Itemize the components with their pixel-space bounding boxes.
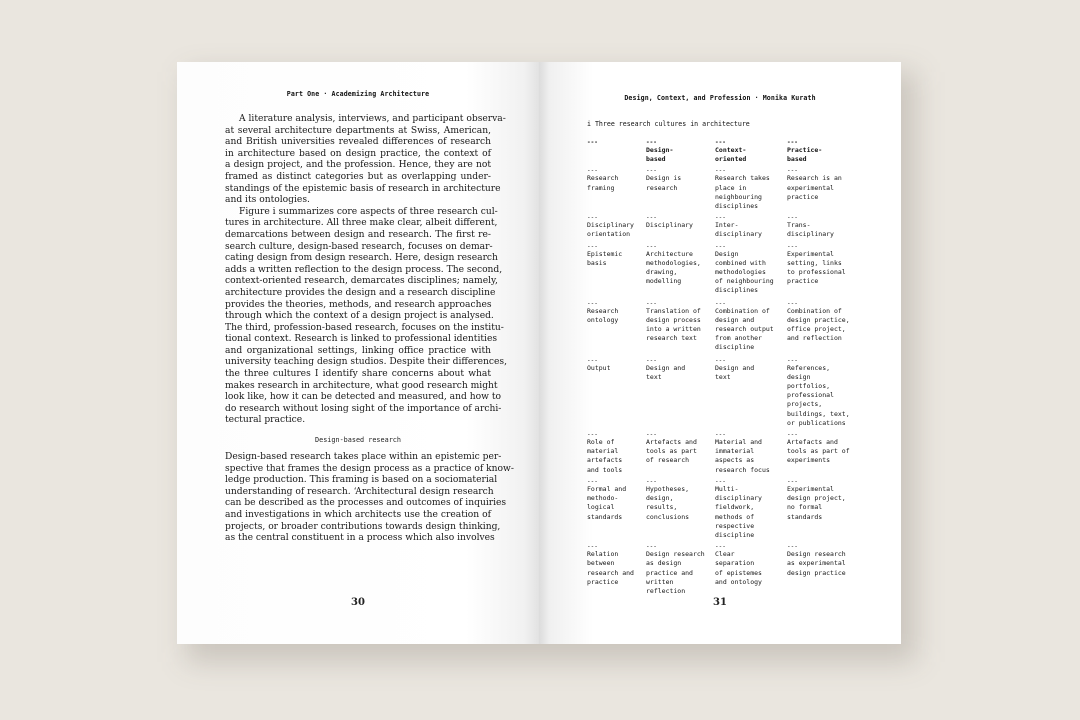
text-line: adds a written reflection to the design process. The second,	[225, 264, 503, 275]
cell-text: Research framing	[587, 174, 619, 192]
cell-text: Epistemic basis	[587, 249, 623, 267]
cell-text: Artefacts and tools as part of experiments	[787, 438, 850, 465]
cell-text: Research takes place in neighbouring disciplines	[715, 174, 770, 211]
table-row-label	[587, 358, 646, 428]
cell-text: Architecture methodologies, drawing, modelling	[646, 249, 701, 286]
cell-dash: ---	[646, 477, 657, 485]
cell-text: Design research as design practice and written reflection	[646, 550, 705, 595]
left-page	[177, 62, 539, 644]
table-row	[587, 544, 867, 596]
cell-dash: ---	[787, 477, 798, 485]
text-line: A literature analysis, interviews, and participant observa-	[239, 114, 506, 124]
table-cell	[646, 140, 715, 164]
page-number-left: 30	[351, 597, 365, 608]
cell-text: Design- based	[646, 146, 674, 164]
table-cell	[646, 301, 715, 353]
cell-dash: ---	[715, 242, 726, 250]
cell-dash: ---	[646, 299, 657, 307]
paragraph-1	[225, 114, 506, 207]
figure-caption: i Three research cultures in architecture	[587, 120, 750, 128]
table-cell	[715, 544, 787, 596]
table-cell	[787, 432, 867, 475]
table-cell	[646, 215, 715, 239]
table-cell	[715, 358, 787, 428]
cell-text: Hypotheses, design, results, conclusions	[646, 484, 690, 521]
research-cultures-table	[587, 136, 867, 596]
text-line: in architecture based on design practice, the context of	[225, 148, 491, 159]
text-line: the three cultures I identify share concerns about what	[225, 369, 491, 380]
table-cell	[787, 358, 867, 428]
table-row	[587, 301, 867, 353]
cell-text: Context- oriented	[715, 146, 747, 164]
text-line: ledge production. This framing is based on a sociomaterial	[225, 475, 498, 486]
table-cell	[787, 244, 867, 296]
cell-dash: ---	[646, 167, 657, 175]
cell-dash: ---	[787, 167, 798, 175]
cell-dash: ---	[715, 356, 726, 364]
cell-text: Design combined with methodologies of neighbouring disciplines	[715, 249, 774, 295]
text-line: look like, how it can be detected and measured, and how to	[225, 392, 501, 403]
cell-dash: ---	[646, 242, 657, 250]
table-row-label	[587, 479, 646, 540]
text-line: Figure i summarizes core aspects of three research cul-	[239, 206, 498, 217]
cell-dash: ---	[787, 299, 798, 307]
cell-text: Trans- disciplinary	[787, 221, 834, 239]
table-row	[587, 432, 867, 475]
text-line: at several architecture departments at Swiss, American,	[225, 125, 491, 136]
cell-text: Disciplinary orientation	[587, 221, 634, 239]
table-row-label	[587, 244, 646, 296]
cell-dash: ---	[787, 356, 798, 364]
cell-text: Relation between research and practice	[587, 550, 634, 586]
cell-dash: ---	[646, 543, 657, 551]
cell-dash: ---	[715, 167, 726, 175]
cell-text: Research ontology	[587, 306, 619, 324]
table-cell	[715, 301, 787, 353]
text-line: tectural practice.	[225, 415, 306, 426]
table-cell	[646, 544, 715, 596]
cell-text: Role of material artefacts and tools	[587, 438, 623, 474]
cell-dash: ---	[715, 214, 726, 222]
cell-text: Research is an experimental practice	[787, 174, 842, 201]
running-head-right: Design, Context, and Profession · Monika Kurath	[624, 94, 816, 102]
cell-text: Design is research	[646, 174, 682, 192]
cell-dash: ---	[715, 139, 726, 146]
table-cell	[715, 215, 787, 239]
running-head-left: Part One · Academizing Architecture	[286, 90, 430, 98]
table-row	[587, 244, 867, 296]
cell-dash: ---	[646, 139, 657, 146]
text-line: through which the context of a design project is analysed.	[225, 311, 494, 322]
right-page	[539, 62, 901, 644]
cell-dash: ---	[646, 356, 657, 364]
cell-dash: ---	[715, 477, 726, 485]
table-cell	[715, 168, 787, 211]
table-cell	[787, 544, 867, 596]
cell-text: Formal and methodo- logical standards	[587, 484, 627, 521]
paragraph-2	[225, 206, 507, 427]
text-line: makes research in architecture, what good research might	[225, 380, 498, 391]
cell-text: Design research as experimental design practice	[787, 550, 846, 577]
text-line: demarcations between design and research. The first re-	[225, 229, 491, 240]
cell-dash: ---	[646, 214, 657, 222]
text-line: can be described as the processes and outcomes of inquiries	[225, 498, 507, 509]
text-line: The third, profession-based research, focuses on the institu-	[225, 322, 504, 333]
table-cell	[646, 244, 715, 296]
table-cell	[646, 168, 715, 211]
text-line: standings of the epistemic basis of research in architecture	[225, 183, 501, 194]
text-line: understanding of research. ‘Architectural design research	[225, 486, 494, 497]
cell-text: Artefacts and tools as part of research	[646, 438, 697, 465]
text-line: as the central constituent in a process which also involves	[225, 533, 495, 544]
cell-dash: ---	[587, 242, 598, 250]
table-row-label	[587, 544, 646, 596]
cell-dash: ---	[587, 139, 598, 146]
cell-dash: ---	[646, 431, 657, 439]
cell-text: Design and text	[715, 363, 755, 381]
text-line: university teaching design studios. Despite their differences,	[225, 357, 507, 368]
table-cell	[715, 479, 787, 540]
table-cell	[787, 301, 867, 353]
cell-text: Clear separation of epistemes and ontology	[715, 550, 762, 586]
cell-dash: ---	[787, 431, 798, 439]
paragraph-3	[225, 452, 514, 545]
page-number-right: 31	[713, 597, 727, 608]
text-line: and British universities revealed differences of research	[225, 137, 491, 148]
table-cell	[715, 140, 787, 164]
cell-dash: ---	[587, 214, 598, 222]
text-line: framed as distinct categories but as overlapping under-	[225, 171, 491, 182]
table-cell	[646, 479, 715, 540]
cell-dash: ---	[787, 242, 798, 250]
text-line: projects, or broader contributions towards design thinking,	[225, 521, 501, 532]
text-line: cating design from design research. Here, design research	[225, 253, 498, 264]
text-line: context-oriented research, demarcates disciplines; namely,	[225, 276, 498, 287]
text-line: provides the theories, methods, and research approaches	[225, 299, 492, 310]
text-line: Design-based research takes place within an epistemic per-	[225, 452, 502, 463]
text-line: and organizational settings, linking office practice with	[225, 345, 491, 356]
cell-dash: ---	[587, 167, 598, 175]
table-cell	[715, 244, 787, 296]
table-row-label	[587, 215, 646, 239]
table-row-label	[587, 432, 646, 475]
text-line: a design project, and the profession. Hence, they are not	[225, 160, 491, 171]
left-body-text	[225, 114, 514, 545]
cell-text: Inter- disciplinary	[715, 221, 762, 239]
cell-dash: ---	[787, 214, 798, 222]
table-cell	[646, 432, 715, 475]
cell-text: Multi- disciplinary fieldwork, methods of respective discipline	[715, 484, 762, 539]
cell-text: Practice- based	[787, 146, 823, 164]
table-row	[587, 168, 867, 211]
cell-text: Design and text	[646, 363, 686, 381]
table-row	[587, 215, 867, 239]
table-row	[587, 479, 867, 540]
cell-dash: ---	[587, 356, 598, 364]
table-row-label	[587, 301, 646, 353]
text-line: and its ontologies.	[225, 195, 310, 206]
cell-text: Combination of design practice, office project, and reflection	[787, 306, 850, 343]
text-line: search culture, design-based research, focuses on demar-	[225, 241, 493, 252]
cell-text: Output	[587, 363, 611, 372]
cell-text: Experimental setting, links to professional practice	[787, 249, 846, 286]
cell-dash: ---	[715, 431, 726, 439]
table-cell	[787, 479, 867, 540]
cell-text: Experimental design project, no formal standards	[787, 484, 846, 521]
subheading-design-based-research: Design-based research	[315, 436, 401, 445]
cell-dash: ---	[787, 139, 798, 146]
cell-dash: ---	[715, 299, 726, 307]
text-line: and investigations in which architects use the creation of	[225, 510, 491, 520]
text-line: architecture provides the design and a research discipline	[225, 287, 496, 298]
table-cell	[715, 432, 787, 475]
table-cell	[787, 215, 867, 239]
cell-dash: ---	[587, 477, 598, 485]
cell-text: Material and immaterial aspects as research focus	[715, 438, 770, 474]
table-cell	[787, 168, 867, 211]
cell-dash: ---	[587, 543, 598, 551]
text-line: tional context. Research is linked to professional identities	[225, 334, 498, 345]
table-header-row	[587, 140, 867, 164]
cell-dash: ---	[587, 431, 598, 439]
table-cell	[787, 140, 867, 164]
table-row	[587, 358, 867, 428]
cell-text: Disciplinary	[646, 221, 693, 230]
cell-text: Translation of design process into a written research text	[646, 306, 701, 343]
text-line: tures in architecture. All three make clear, albeit different,	[225, 218, 498, 229]
cell-text: Combination of design and research output from another discipline	[715, 306, 774, 352]
text-line: do research without losing sight of the importance of archi-	[225, 403, 502, 414]
text-line: spective that frames the design process as a practice of know-	[225, 463, 514, 474]
table-row-label	[587, 140, 646, 164]
cell-dash: ---	[787, 543, 798, 551]
table-cell	[646, 358, 715, 428]
cell-dash: ---	[715, 543, 726, 551]
cell-text: References, design portfolios, professional projects, buildings, text, or publications	[787, 363, 850, 427]
cell-dash: ---	[587, 299, 598, 307]
table-row-label	[587, 168, 646, 211]
